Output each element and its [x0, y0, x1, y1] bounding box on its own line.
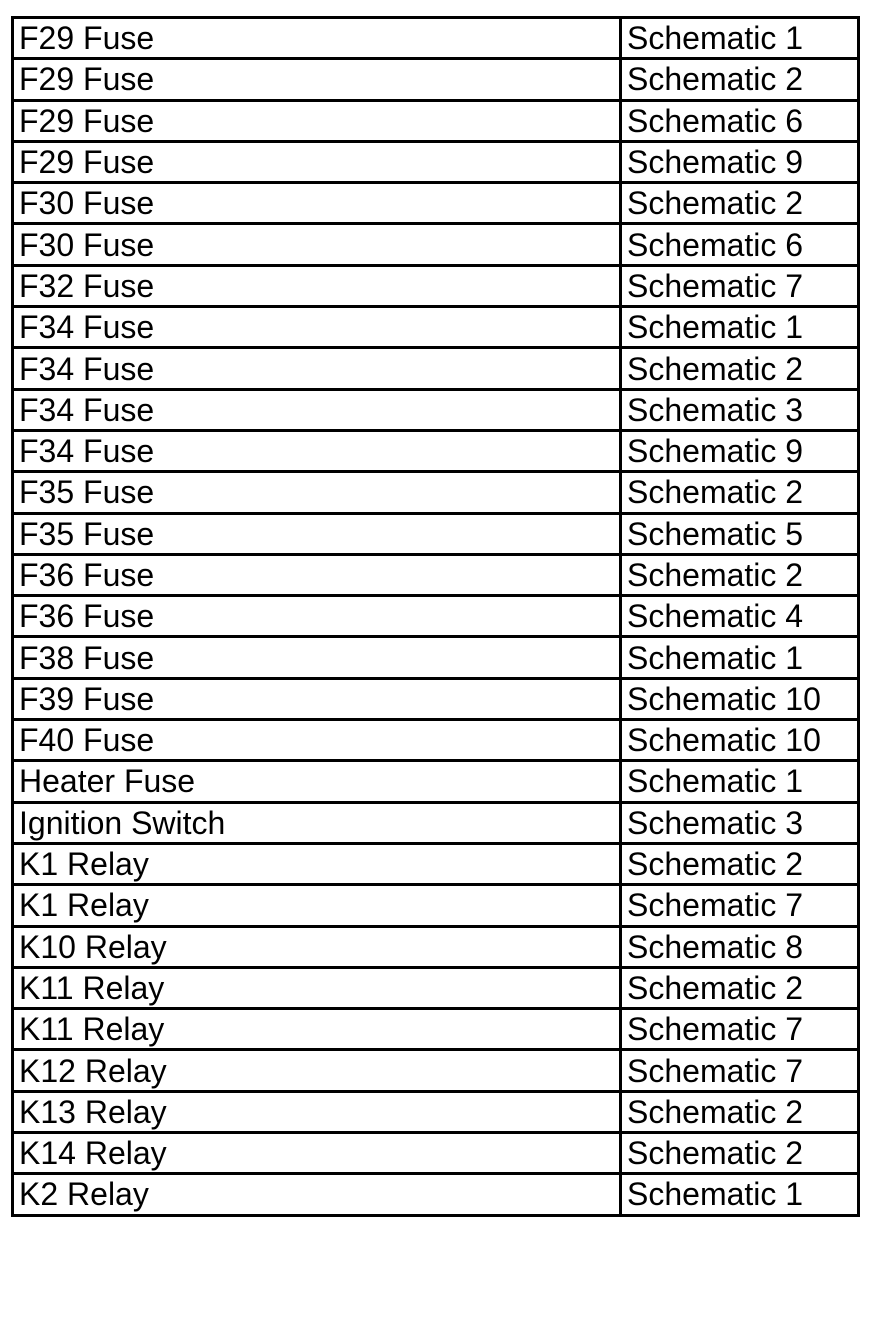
table-row — [13, 596, 859, 637]
schematic-cell: Schematic 9 — [621, 141, 859, 182]
component-cell: K1 Relay — [13, 843, 621, 884]
table-row — [13, 720, 859, 761]
component-cell: Heater Fuse — [13, 761, 621, 802]
schematic-cell: Schematic 1 — [621, 307, 859, 348]
table-row — [13, 926, 859, 967]
table-row — [13, 224, 859, 265]
component-cell: F29 Fuse — [13, 18, 621, 59]
component-cell: K2 Relay — [13, 1174, 621, 1215]
table-row — [13, 1174, 859, 1215]
component-cell: K11 Relay — [13, 967, 621, 1008]
component-cell: F35 Fuse — [13, 513, 621, 554]
component-cell: F32 Fuse — [13, 265, 621, 306]
table-row — [13, 1091, 859, 1132]
table-row — [13, 141, 859, 182]
table-row — [13, 761, 859, 802]
table-row — [13, 265, 859, 306]
schematic-cell: Schematic 10 — [621, 720, 859, 761]
component-cell: F29 Fuse — [13, 100, 621, 141]
schematic-cell: Schematic 1 — [621, 637, 859, 678]
component-cell: Ignition Switch — [13, 802, 621, 843]
table-row — [13, 1133, 859, 1174]
component-cell: F34 Fuse — [13, 389, 621, 430]
component-cell: F40 Fuse — [13, 720, 621, 761]
schematic-cell: Schematic 2 — [621, 59, 859, 100]
component-cell: F34 Fuse — [13, 307, 621, 348]
table-row — [13, 554, 859, 595]
schematic-cell: Schematic 6 — [621, 224, 859, 265]
component-cell: K11 Relay — [13, 1009, 621, 1050]
schematic-cell: Schematic 3 — [621, 389, 859, 430]
table-row — [13, 513, 859, 554]
schematic-cell: Schematic 7 — [621, 885, 859, 926]
component-cell: F30 Fuse — [13, 224, 621, 265]
schematic-cell: Schematic 2 — [621, 348, 859, 389]
table-row — [13, 843, 859, 884]
schematic-cell: Schematic 1 — [621, 18, 859, 59]
schematic-cell: Schematic 2 — [621, 472, 859, 513]
component-cell: F38 Fuse — [13, 637, 621, 678]
component-cell: F29 Fuse — [13, 141, 621, 182]
component-index — [11, 16, 860, 1217]
component-cell: F36 Fuse — [13, 596, 621, 637]
component-cell: F35 Fuse — [13, 472, 621, 513]
table-row — [13, 637, 859, 678]
schematic-cell: Schematic 1 — [621, 1174, 859, 1215]
component-cell: F34 Fuse — [13, 348, 621, 389]
component-schematic-table — [11, 16, 860, 1217]
table-row — [13, 1009, 859, 1050]
table-row — [13, 183, 859, 224]
table-row — [13, 802, 859, 843]
schematic-cell: Schematic 5 — [621, 513, 859, 554]
schematic-cell: Schematic 4 — [621, 596, 859, 637]
table-row — [13, 307, 859, 348]
component-cell: F39 Fuse — [13, 678, 621, 719]
schematic-cell: Schematic 9 — [621, 430, 859, 471]
schematic-cell: Schematic 2 — [621, 554, 859, 595]
table-row — [13, 967, 859, 1008]
schematic-cell: Schematic 2 — [621, 1133, 859, 1174]
schematic-cell: Schematic 7 — [621, 1009, 859, 1050]
schematic-cell: Schematic 10 — [621, 678, 859, 719]
schematic-cell: Schematic 2 — [621, 843, 859, 884]
component-cell: K1 Relay — [13, 885, 621, 926]
table-row — [13, 100, 859, 141]
component-cell: K14 Relay — [13, 1133, 621, 1174]
table-row — [13, 1050, 859, 1091]
table-row — [13, 59, 859, 100]
table-row — [13, 472, 859, 513]
component-cell: F29 Fuse — [13, 59, 621, 100]
component-cell: F34 Fuse — [13, 430, 621, 471]
schematic-cell: Schematic 2 — [621, 967, 859, 1008]
schematic-cell: Schematic 7 — [621, 1050, 859, 1091]
table-row — [13, 678, 859, 719]
table-row — [13, 389, 859, 430]
schematic-cell: Schematic 7 — [621, 265, 859, 306]
component-cell: F30 Fuse — [13, 183, 621, 224]
component-cell: K13 Relay — [13, 1091, 621, 1132]
table-body — [13, 18, 859, 1216]
table-row — [13, 885, 859, 926]
component-cell: K10 Relay — [13, 926, 621, 967]
schematic-cell: Schematic 3 — [621, 802, 859, 843]
table-row — [13, 430, 859, 471]
component-cell: K12 Relay — [13, 1050, 621, 1091]
schematic-cell: Schematic 2 — [621, 1091, 859, 1132]
schematic-cell: Schematic 6 — [621, 100, 859, 141]
component-cell: F36 Fuse — [13, 554, 621, 595]
schematic-cell: Schematic 8 — [621, 926, 859, 967]
table-row — [13, 18, 859, 59]
table-row — [13, 348, 859, 389]
schematic-cell: Schematic 1 — [621, 761, 859, 802]
schematic-cell: Schematic 2 — [621, 183, 859, 224]
